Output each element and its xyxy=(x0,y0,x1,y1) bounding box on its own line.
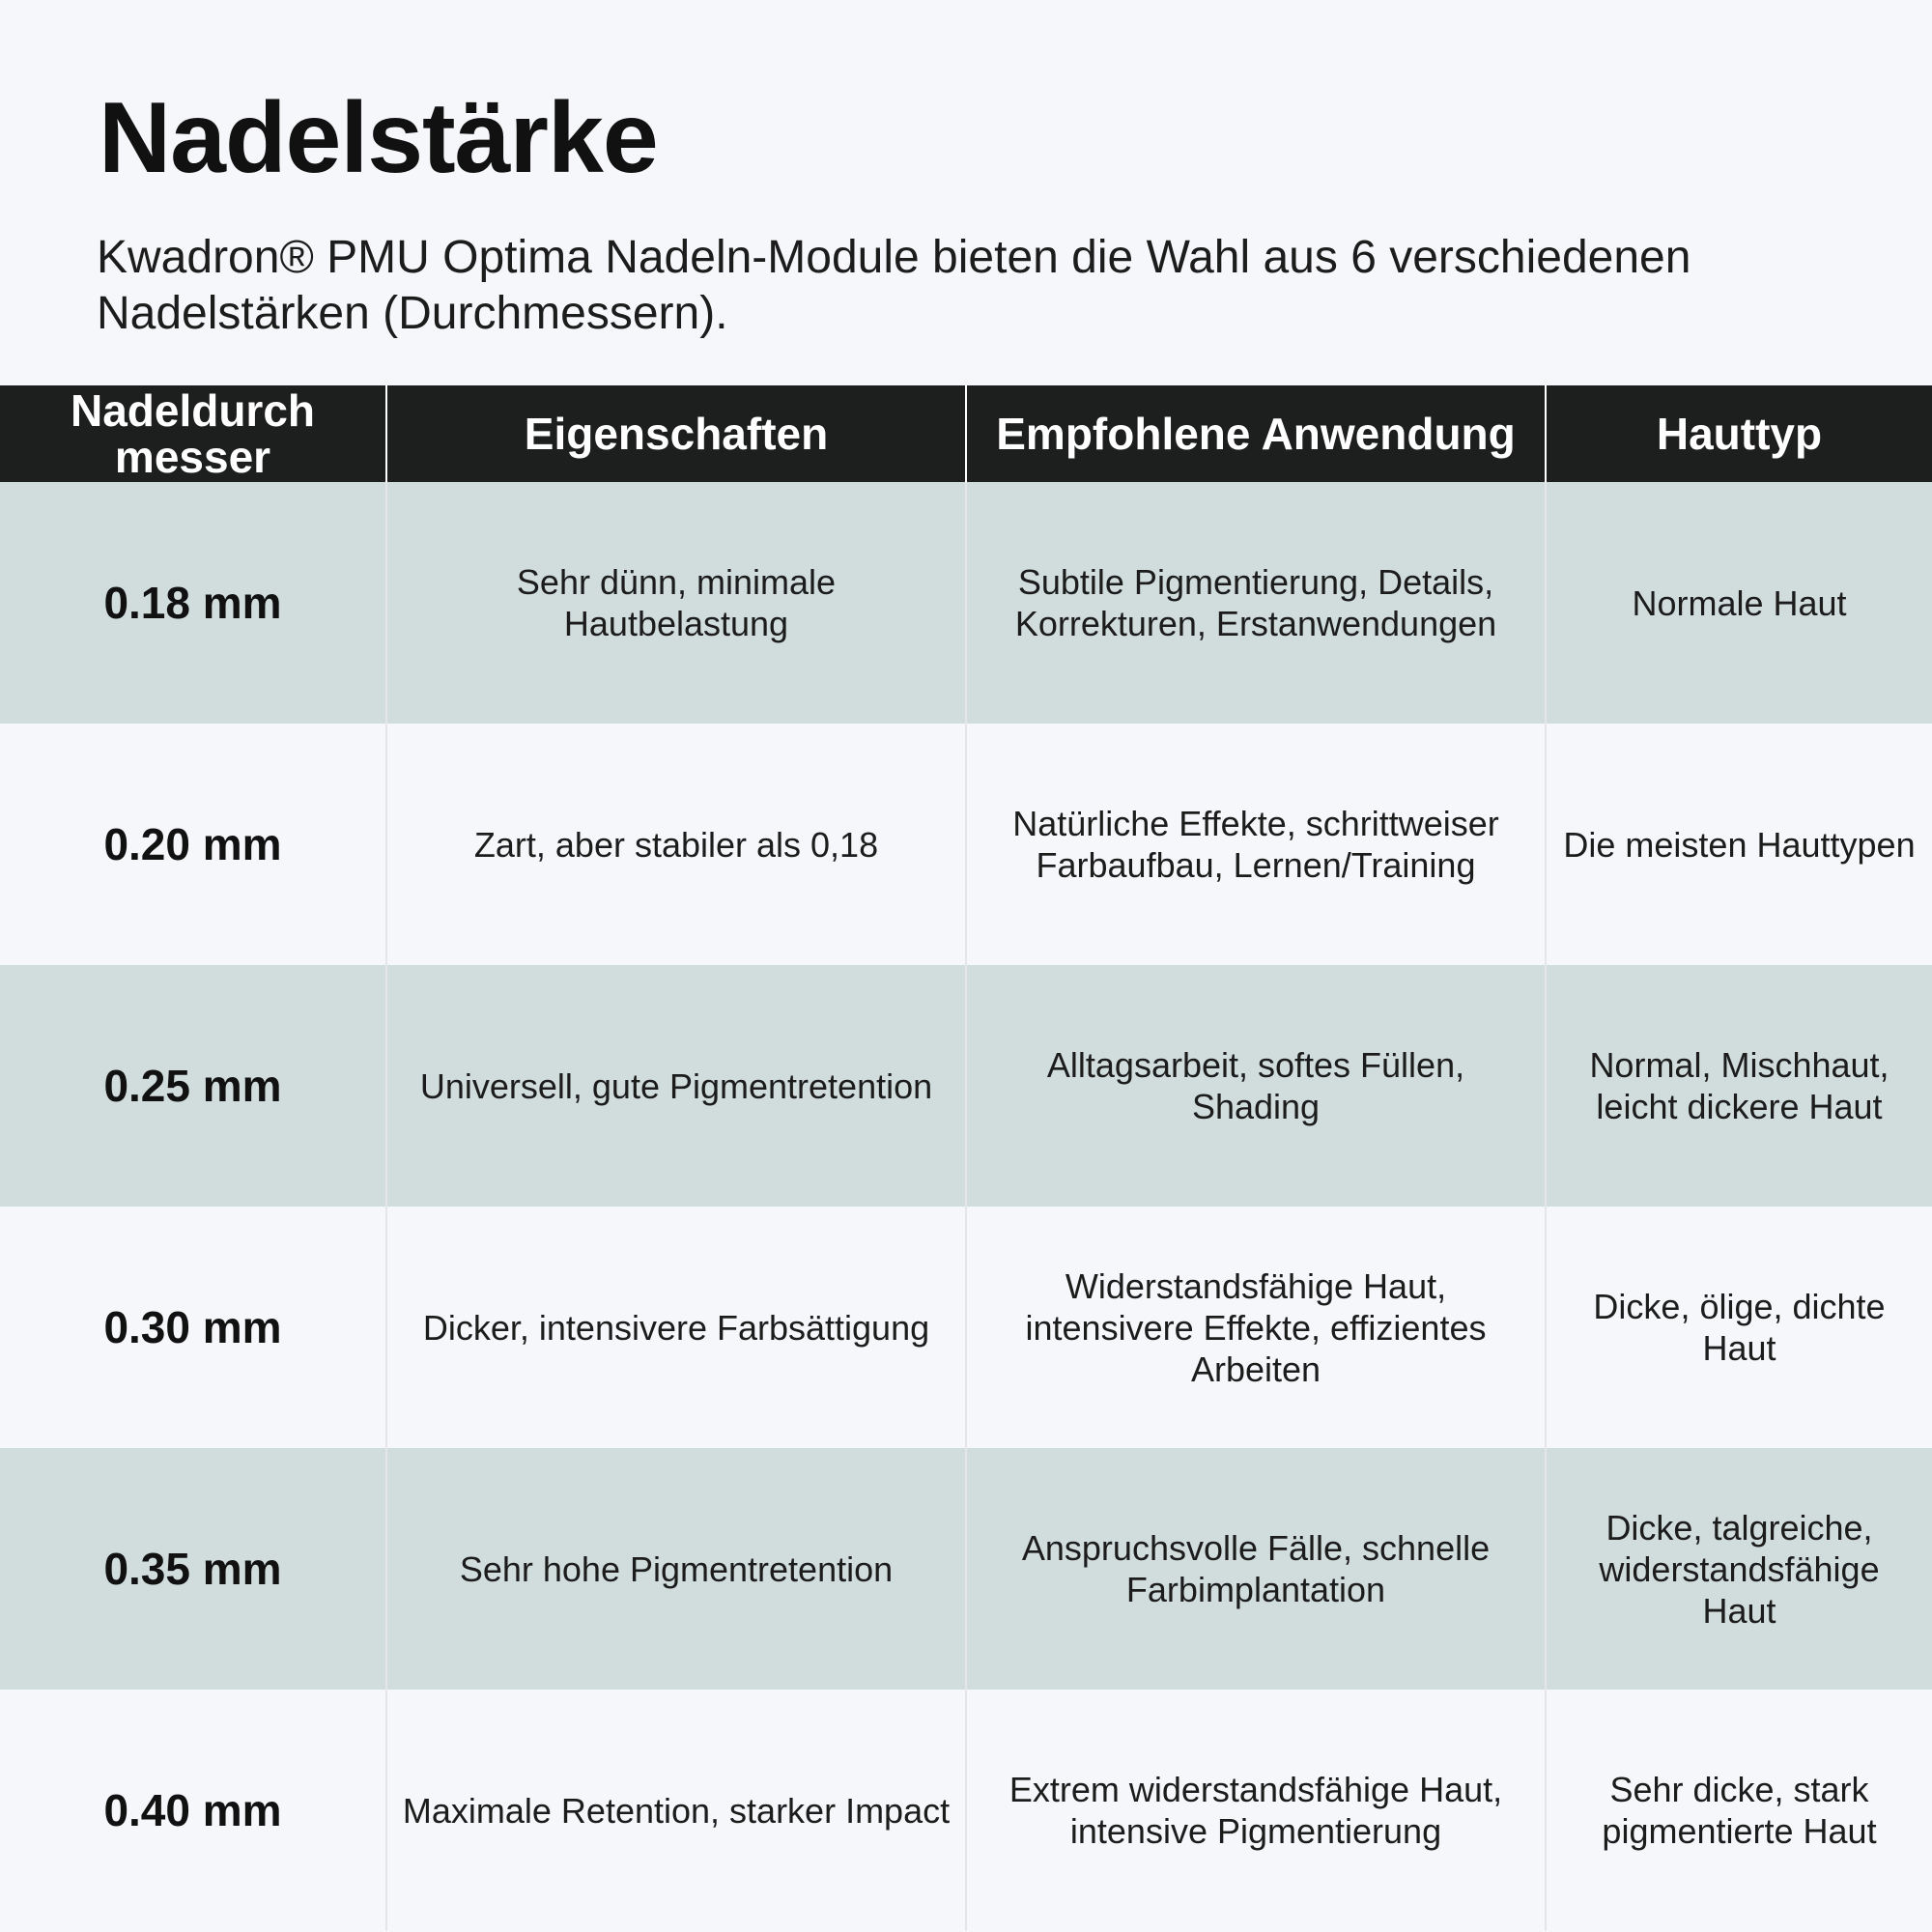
cell-diameter: 0.35 mm xyxy=(0,1448,386,1690)
cell-application: Subtile Pigmentierung, Details, Korrekturen, Erstanwendungen xyxy=(966,482,1546,724)
cell-skin-type: Die meisten Hauttypen xyxy=(1546,724,1932,965)
cell-properties: Universell, gute Pigmentretention xyxy=(386,965,966,1207)
page-subtitle: Kwadron® PMU Optima Nadeln-Module bieten die Wahl aus 6 verschiedenen Nadelstärken (Durchmessern). xyxy=(97,232,1691,339)
cell-application: Widerstandsfähige Haut, intensivere Effekte, effizientes Arbeiten xyxy=(966,1207,1546,1448)
cell-skin-type: Normal, Mischhaut, leicht dickere Haut xyxy=(1546,965,1932,1207)
cell-diameter: 0.25 mm xyxy=(0,965,386,1207)
needle-diameter-table xyxy=(0,385,1932,1931)
cell-properties: Dicker, intensivere Farbsättigung xyxy=(386,1207,966,1448)
cell-skin-type: Sehr dicke, stark pigmentierte Haut xyxy=(1546,1690,1932,1931)
table-row xyxy=(0,1448,1932,1690)
cell-skin-type: Dicke, talgreiche, widerstandsfähige Haut xyxy=(1546,1448,1932,1690)
cell-skin-type: Dicke, ölige, dichte Haut xyxy=(1546,1207,1932,1448)
cell-diameter: 0.18 mm xyxy=(0,482,386,724)
table-header xyxy=(0,385,1932,482)
column-header-application: Empfohlene Anwendung xyxy=(966,385,1546,482)
cell-properties: Maximale Retention, starker Impact xyxy=(386,1690,966,1931)
column-header-skin-type: Hauttyp xyxy=(1546,385,1932,482)
cell-application: Natürliche Effekte, schrittweiser Farbaufbau, Lernen/Training xyxy=(966,724,1546,965)
cell-diameter: 0.20 mm xyxy=(0,724,386,965)
cell-properties: Zart, aber stabiler als 0,18 xyxy=(386,724,966,965)
cell-properties: Sehr dünn, minimale Hautbelastung xyxy=(386,482,966,724)
table-row xyxy=(0,1690,1932,1931)
cell-application: Anspruchsvolle Fälle, schnelle Farbimplantation xyxy=(966,1448,1546,1690)
table-row xyxy=(0,1207,1932,1448)
cell-properties: Sehr hohe Pigmentretention xyxy=(386,1448,966,1690)
cell-application: Extrem widerstandsfähige Haut, intensive Pigmentierung xyxy=(966,1690,1546,1931)
table-row xyxy=(0,724,1932,965)
table-row xyxy=(0,965,1932,1207)
cell-application: Alltagsarbeit, softes Füllen, Shading xyxy=(966,965,1546,1207)
cell-skin-type: Normale Haut xyxy=(1546,482,1932,724)
table-body xyxy=(0,482,1932,1931)
table-row xyxy=(0,482,1932,724)
page-title: Nadelstärke xyxy=(99,82,658,194)
cell-diameter: 0.40 mm xyxy=(0,1690,386,1931)
column-header-properties: Eigenschaften xyxy=(386,385,966,482)
column-header-diameter: Nadeldurch messer xyxy=(0,385,386,482)
cell-diameter: 0.30 mm xyxy=(0,1207,386,1448)
table-header-row xyxy=(0,385,1932,482)
